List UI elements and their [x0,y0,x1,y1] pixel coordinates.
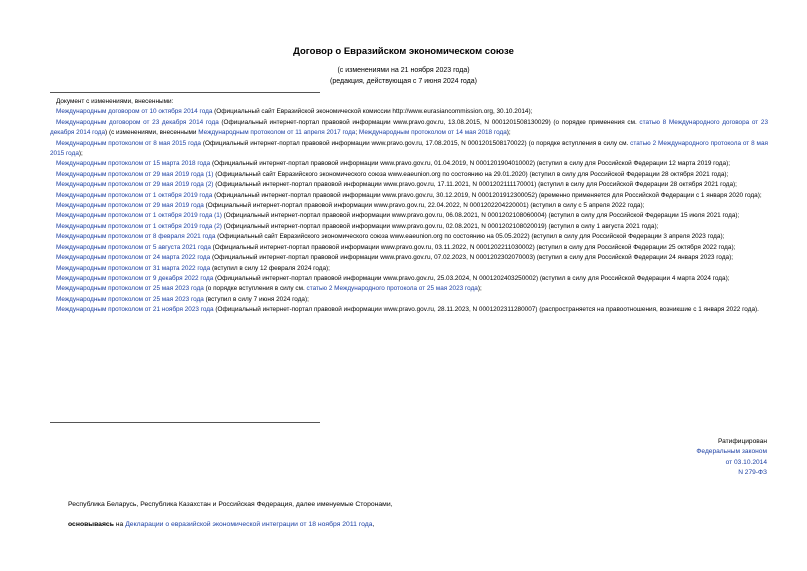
amendment-text: ) (с изменениями, внесенными [105,129,199,137]
amendment-link[interactable]: Международным протоколом от 15 марта 2018 года [56,160,211,168]
divider-top [50,92,320,93]
amendment-text: ); [506,129,511,137]
amendment-link[interactable]: Международным протоколом от 14 мая 2018 года [358,129,507,137]
amendment-link[interactable]: Международным протоколом от 29 мая 2019 года (1) [56,170,214,178]
amendment-link[interactable]: Международным протоколом от 9 декабря 2022 года [56,274,214,282]
preamble-basis-bold: основываясь [68,521,114,528]
amendments-intro: Документ с изменениями, внесенными: [56,98,174,105]
amendment-text: (Официальный интернет-портал правовой информации www.pravo.gov.ru, 30.12.2019, N 0001201912300052) (временно применяется для Российской Федерации с 1 января 2020 года); [212,191,762,199]
subtitle-edition: (редакция, действующая с 7 июня 2024 года) [330,78,477,85]
amendment-item [50,305,768,315]
amendment-text: (Официальный интернет-портал правовой информации www.pravo.gov.ru, 06.08.2021, N 0001202108060004) (вступил в силу для Российской Федерации 15 июля 2021 года); [221,212,740,220]
amendment-item [50,201,768,211]
amendment-text: (Официальный интернет-портал правовой информации www.pravo.gov.ru, 22.04.2022, N 0001202204220001) (вступил в силу с 5 апреля 2022 года); [203,202,645,210]
amendment-link[interactable]: Международным протоколом от 29 мая 2019 года (2) [56,181,214,189]
amendment-text: (Официальный интернет-портал правовой информации www.pravo.gov.ru, 07.02.2023, N 0001202302070003) (вступил в силу для Российской Федерации 24 января 2023 года); [210,254,734,262]
amendment-link[interactable]: Международным протоколом от 8 мая 2015 года [56,139,201,147]
amendment-text: (Официальный интернет-портал правовой информации www.pravo.gov.ru, 28.11.2023, N 0001202311280007) (распространяется на правоотношения, возникшие с 1 января 2022 года). [213,306,759,314]
ratification-block [696,437,767,478]
amendment-text: (Официальный интернет-портал правовой информации www.pravo.gov.ru, 01.04.2019, N 0001201904010002) (вступил в силу для Российской Федерации 12 марта 2019 года); [210,160,730,168]
amendments-list [50,97,768,316]
amendment-text: ; [355,129,359,137]
amendment-item [50,107,768,117]
amendment-link[interactable]: Международным протоколом от 29 мая 2019 года [56,202,204,210]
amendment-link[interactable]: Международным протоколом от 8 февраля 2021 года [56,233,216,241]
amendments-items [50,107,768,315]
preamble-basis [68,521,374,528]
amendment-link[interactable]: Международным протоколом от 5 августа 2021 года [56,243,211,251]
amendment-link[interactable]: статью 2 Международного протокола от 8 мая 2015 года [50,139,768,158]
preamble-basis-end: , [372,521,375,528]
amendment-link[interactable]: Международным договором от 10 октября 2014 года [56,108,213,116]
amendment-text: (Официальный интернет-портал правовой информации www.pravo.gov.ru, 17.08.2015, N 0001201508170022) (о порядке вступления в силу см. [200,139,631,147]
amendment-item [50,222,768,232]
amendment-item [50,139,768,160]
amendment-link[interactable]: Международным договором от 23 декабря 2014 года [56,118,219,126]
amendment-text: (Официальный сайт Евразийского экономического союза www.eaeunion.org по состоянию на 05.05.2022) (вступил в силу для Российской Федерации 3 апреля 2023 года); [215,233,725,241]
document-title: Договор о Евразийском экономическом союзе [293,46,514,57]
amendment-item [50,159,768,169]
amendment-text: (Официальный интернет-портал правовой информации www.pravo.gov.ru, 13.08.2015, N 0001201508130029) (о порядке применения см. [218,118,640,126]
federal-law-number-link[interactable]: N 279-ФЗ [738,468,767,476]
amendment-link[interactable]: статью 2 Международного протокола от 25 мая 2023 года [306,285,478,293]
amendment-text: (Официальный интернет-портал правовой информации www.pravo.gov.ru, 25.03.2024, N 0001202403250002) (вступил в силу для Российской Федерации 4 марта 2024 года); [213,274,730,282]
federal-law-date-link[interactable]: от 03.10.2014 [725,458,767,466]
amendment-text: (Официальный интернет-портал правовой информации www.pravo.gov.ru, 03.11.2022, N 0001202211030002) (вступил в силу для Российской Федерации 25 октября 2022 года); [210,243,736,251]
amendment-text: (Официальный сайт Евразийской экономической комиссии http://www.eurasiancommission.org, 30.10.2014); [212,108,533,116]
declaration-link[interactable]: Декларации о евразийской экономической интеграции от 18 ноября 2011 года [125,521,373,528]
amendment-item [50,284,768,294]
amendment-item [50,180,768,190]
amendment-text: (Официальный сайт Евразийского экономического союза www.eaeunion.org по состоянию на 29.01.2020) (вступил в силу для Российской Федерации 28 октября 2021 года); [213,170,729,178]
amendment-item [50,170,768,180]
amendment-item [50,243,768,253]
amendment-text: ); [477,285,482,293]
amendment-link[interactable]: Международным протоколом от 31 марта 2022 года [56,264,211,272]
amendment-link[interactable]: Международным протоколом от 24 марта 2022 года [56,254,211,262]
subtitle-changes: (с изменениями на 21 ноября 2023 года) [337,67,470,74]
divider-bottom [50,422,320,423]
amendment-text: (о порядке вступления в силу см. [203,285,307,293]
amendment-item [50,211,768,221]
amendment-link[interactable]: Международным протоколом от 25 мая 2023 года [56,285,204,293]
amendment-item [50,264,768,274]
amendment-text: (вступил в силу 12 февраля 2024 года); [210,264,330,272]
amendment-item [50,118,768,139]
amendment-link[interactable]: Международным протоколом от 1 октября 2019 года [56,191,213,199]
federal-law-link[interactable]: Федеральным законом [696,448,767,456]
amendment-item [50,253,768,263]
amendment-item [50,191,768,201]
amendment-link[interactable]: Международным протоколом от 1 октября 2019 года (2) [56,222,222,230]
amendment-link[interactable]: Международным протоколом от 1 октября 2019 года (1) [56,212,222,220]
amendment-item [50,232,768,242]
amendment-link[interactable]: Международным протоколом от 11 апреля 2017 года [198,129,356,137]
preamble-basis-text: на [113,521,126,528]
amendment-link[interactable]: Международным протоколом от 21 ноября 2023 года [56,306,214,314]
amendment-link[interactable]: Международным протоколом от 25 мая 2023 года [56,295,204,303]
amendment-item [50,274,768,284]
amendment-text: (вступил в силу 7 июня 2024 года); [203,295,309,303]
preamble-parties: Республика Беларусь, Республика Казахстан и Российская Федерация, далее именуемые Сторонами, [68,501,393,508]
amendment-text: (Официальный интернет-портал правовой информации www.pravo.gov.ru, 02.08.2021, N 0001202108020019) (вступил в силу 1 августа 2021 года); [221,222,659,230]
amendment-link[interactable]: статью 8 Международного договора от 23 декабря 2014 года [50,118,768,137]
ratified-label: Ратифицирован [717,438,767,445]
amendment-text: (Официальный интернет-портал правовой информации www.pravo.gov.ru, 17.11.2021, N 0001202111170001) (вступил в силу для Российской Федерации 28 октября 2021 года); [213,181,737,189]
amendment-text: ); [78,150,83,158]
amendment-item [50,295,768,305]
